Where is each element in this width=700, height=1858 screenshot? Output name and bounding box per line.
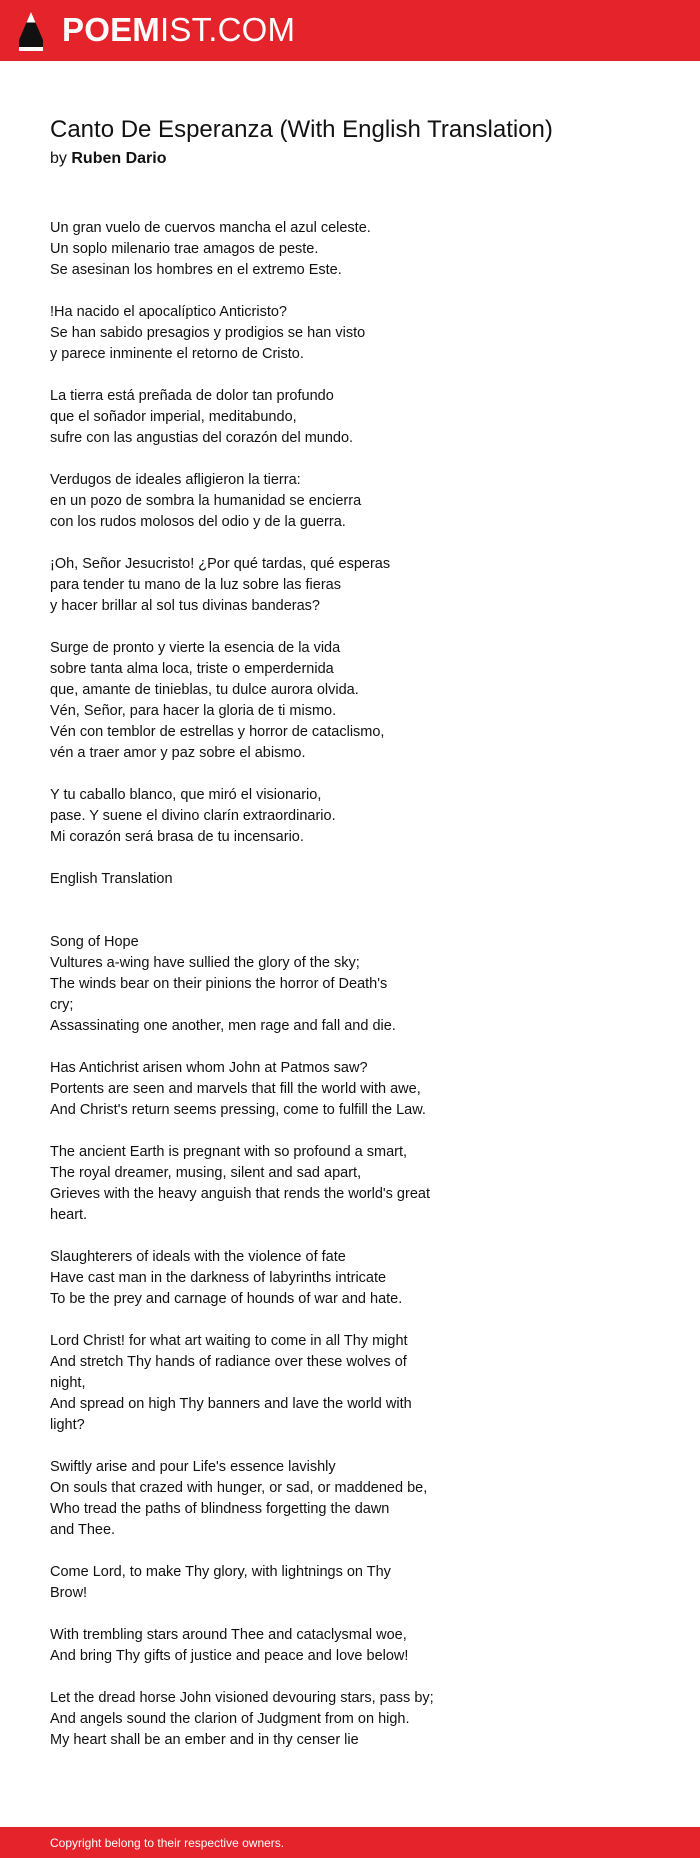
- poem-line: Brow!: [50, 1585, 88, 1601]
- poem-line: Lord Christ! for what art waiting to come in all Thy might: [50, 1333, 408, 1349]
- stanza-gap: [50, 281, 470, 302]
- poem-line: sufre con las angustias del corazón del mundo.: [50, 430, 354, 446]
- poem-header: [50, 114, 670, 170]
- poem-line: light?: [50, 1417, 85, 1433]
- stanza-gap: [50, 1310, 470, 1331]
- poem-line: Grieves with the heavy anguish that rends the world's great: [50, 1186, 430, 1202]
- poem-line: y hacer brillar al sol tus divinas banderas?: [50, 598, 320, 614]
- poem-line: Un gran vuelo de cuervos mancha el azul celeste.: [50, 220, 371, 236]
- stanza-gap: [50, 617, 470, 638]
- stanza-gap: [50, 1226, 470, 1247]
- poem-line: The royal dreamer, musing, silent and sad apart,: [50, 1165, 362, 1181]
- poem-title: Canto De Esperanza (With English Translation): [50, 116, 553, 143]
- poem-line: and Thee.: [50, 1522, 116, 1538]
- poem-line: Se asesinan los hombres en el extremo Este.: [50, 262, 342, 278]
- poem-line: And Christ's return seems pressing, come to fulfill the Law.: [50, 1102, 426, 1118]
- poem-line: La tierra está preñada de dolor tan profundo: [50, 388, 334, 404]
- poem-line: pase. Y suene el divino clarín extraordinario.: [50, 808, 336, 824]
- poem-line: Slaughterers of ideals with the violence of fate: [50, 1249, 346, 1265]
- logo-text-bold: POEM: [62, 11, 160, 48]
- poem-line: Se han sabido presagios y prodigios se han visto: [50, 325, 366, 341]
- poem-line: Come Lord, to make Thy glory, with lightnings on Thy: [50, 1564, 391, 1580]
- poem-line: The winds bear on their pinions the horror of Death's: [50, 976, 388, 992]
- stanza-gap: [50, 1604, 470, 1625]
- by-label: by: [50, 150, 67, 167]
- poem-line: heart.: [50, 1207, 88, 1223]
- poem-line: Song of Hope: [50, 934, 139, 950]
- poem-line: Un soplo milenario trae amagos de peste.: [50, 241, 319, 257]
- poem-line: With trembling stars around Thee and cataclysmal woe,: [50, 1627, 407, 1643]
- poem-line: que el soñador imperial, meditabundo,: [50, 409, 297, 425]
- stanza-gap: [50, 365, 470, 386]
- poem-line: y parece inminente el retorno de Cristo.: [50, 346, 304, 362]
- stanza-gap: [50, 1667, 470, 1688]
- poem-line: Let the dread horse John visioned devouring stars, pass by;: [50, 1690, 434, 1706]
- poem-line: en un pozo de sombra la humanidad se encierra: [50, 493, 362, 509]
- poem-line: To be the prey and carnage of hounds of war and hate.: [50, 1291, 403, 1307]
- poem-line: cry;: [50, 997, 74, 1013]
- stanza-gap: [50, 1037, 470, 1058]
- poem-line: The ancient Earth is pregnant with so profound a smart,: [50, 1144, 408, 1160]
- poem-line: Portents are seen and marvels that fill the world with awe,: [50, 1081, 421, 1097]
- poem-line: And bring Thy gifts of justice and peace and love below!: [50, 1648, 409, 1664]
- poem-line: Surge de pronto y vierte la esencia de la vida: [50, 640, 341, 656]
- pencil-tip-icon[interactable]: [18, 11, 44, 52]
- poem-line: Have cast man in the darkness of labyrinths intricate: [50, 1270, 387, 1286]
- poem-body: [50, 218, 470, 1751]
- poem-line: Assassinating one another, men rage and fall and die.: [50, 1018, 396, 1034]
- poem-line: Mi corazón será brasa de tu incensario.: [50, 829, 304, 845]
- poem-line: sobre tanta alma loca, triste o emperdernida: [50, 661, 334, 677]
- poem-line: And stretch Thy hands of radiance over these wolves of: [50, 1354, 407, 1370]
- site-footer: [0, 1827, 700, 1858]
- author-name[interactable]: Ruben Dario: [71, 150, 167, 167]
- poem-line: que, amante de tinieblas, tu dulce aurora olvida.: [50, 682, 359, 698]
- poem-line: Has Antichrist arisen whom John at Patmos saw?: [50, 1060, 368, 1076]
- stanza-gap: [50, 848, 470, 869]
- site-logo[interactable]: [62, 11, 295, 49]
- stanza-gap: [50, 890, 470, 911]
- poem-line: My heart shall be an ember and in thy censer lie: [50, 1732, 359, 1748]
- poem-line: Vultures a-wing have sullied the glory of the sky;: [50, 955, 360, 971]
- poem-line: con los rudos molosos del odio y de la guerra.: [50, 514, 346, 530]
- poem-line: night,: [50, 1375, 86, 1391]
- copyright-notice: Copyright belong to their respective owners.: [50, 1836, 285, 1850]
- poem-line: !Ha nacido el apocalíptico Anticristo?: [50, 304, 287, 320]
- poem-line: Who tread the paths of blindness forgetting the dawn: [50, 1501, 390, 1517]
- stanza-gap: [50, 1436, 470, 1457]
- poem-line: Vén, Señor, para hacer la gloria de ti mismo.: [50, 703, 337, 719]
- stanza-gap: [50, 764, 470, 785]
- stanza-gap: [50, 1541, 470, 1562]
- stanza-gap: [50, 1121, 470, 1142]
- poem-line: Vén con temblor de estrellas y horror de cataclismo,: [50, 724, 385, 740]
- stanza-gap: [50, 533, 470, 554]
- poem-line: Y tu caballo blanco, que miró el visionario,: [50, 787, 322, 803]
- poem-line: On souls that crazed with hunger, or sad, or maddened be,: [50, 1480, 428, 1496]
- poem-line: vén a traer amor y paz sobre el abismo.: [50, 745, 306, 761]
- poem-line: And angels sound the clarion of Judgment from on high.: [50, 1711, 410, 1727]
- site-header: [0, 0, 700, 61]
- logo-text-light: IST.COM: [159, 11, 296, 48]
- byline: [50, 148, 670, 170]
- stanza-gap: [50, 449, 470, 470]
- poem-line: ¡Oh, Señor Jesucristo! ¿Por qué tardas, qué esperas: [50, 556, 391, 572]
- poem-line: Verdugos de ideales afligieron la tierra:: [50, 472, 301, 488]
- poem-line: English Translation: [50, 871, 173, 887]
- poem-line: And spread on high Thy banners and lave the world with: [50, 1396, 412, 1412]
- poem-line: para tender tu mano de la luz sobre las fieras: [50, 577, 341, 593]
- poem-line: Swiftly arise and pour Life's essence lavishly: [50, 1459, 336, 1475]
- stanza-gap: [50, 911, 470, 932]
